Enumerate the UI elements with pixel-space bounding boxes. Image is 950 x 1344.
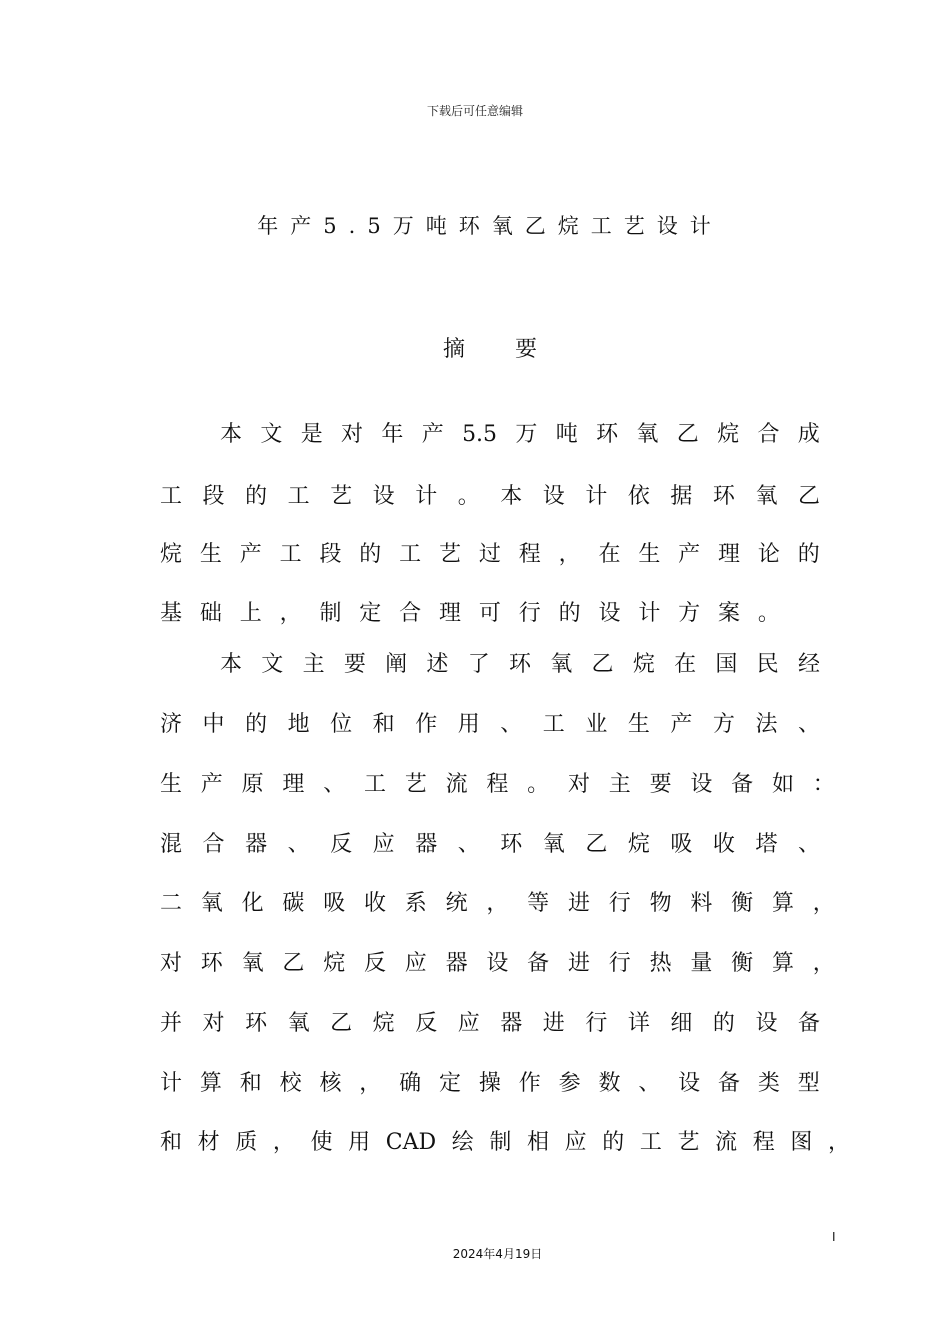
body-line-2: 工 段 的 工 艺 设 计 。 本 设 计 依 据 环 氧 乙 (160, 484, 820, 509)
body-line-4: 基 础 上 ， 制 定 合 理 可 行 的 设 计 方 案 。 (160, 601, 780, 626)
header-note: 下载后可任意编辑 (426, 104, 523, 118)
body-line-3: 烷 生 产 工 段 的 工 艺 过 程 ， 在 生 产 理 论 的 (160, 542, 820, 567)
body-line-1: 本 文 是 对 年 产 5.5 万 吨 环 氧 乙 烷 合 成 (220, 422, 820, 447)
page-number: I (832, 1230, 836, 1244)
abstract-heading: 摘要 (442, 337, 587, 362)
body-line-12: 计 算 和 校 核 ， 确 定 操 作 参 数 、 设 备 类 型 (160, 1071, 820, 1096)
document-title: 年产5.5万吨环氧乙烷工艺设计 (257, 214, 723, 238)
body-line-8: 混 合 器 、 反 应 器 、 环 氧 乙 烷 吸 收 塔 、 (160, 832, 820, 857)
body-line-9: 二 氧 化 碳 吸 收 系 统 ， 等 进 行 物 料 衡 算 ， (160, 891, 835, 916)
body-line-13: 和 材 质 ， 使 用 CAD 绘 制 相 应 的 工 艺 流 程 图 ， (160, 1130, 850, 1155)
body-line-10: 对 环 氧 乙 烷 反 应 器 设 备 进 行 热 量 衡 算 ， (160, 951, 835, 976)
footer-date: 2024年4月19日 (452, 1247, 543, 1261)
body-line-11: 并 对 环 氧 乙 烷 反 应 器 进 行 详 细 的 设 备 (160, 1011, 820, 1036)
body-line-6: 济 中 的 地 位 和 作 用 、 工 业 生 产 方 法 、 (160, 712, 820, 737)
body-line-5: 本 文 主 要 阐 述 了 环 氧 乙 烷 在 国 民 经 (220, 652, 820, 677)
body-line-7: 生 产 原 理 、 工 艺 流 程 。 对 主 要 设 备 如 ： (160, 772, 835, 797)
